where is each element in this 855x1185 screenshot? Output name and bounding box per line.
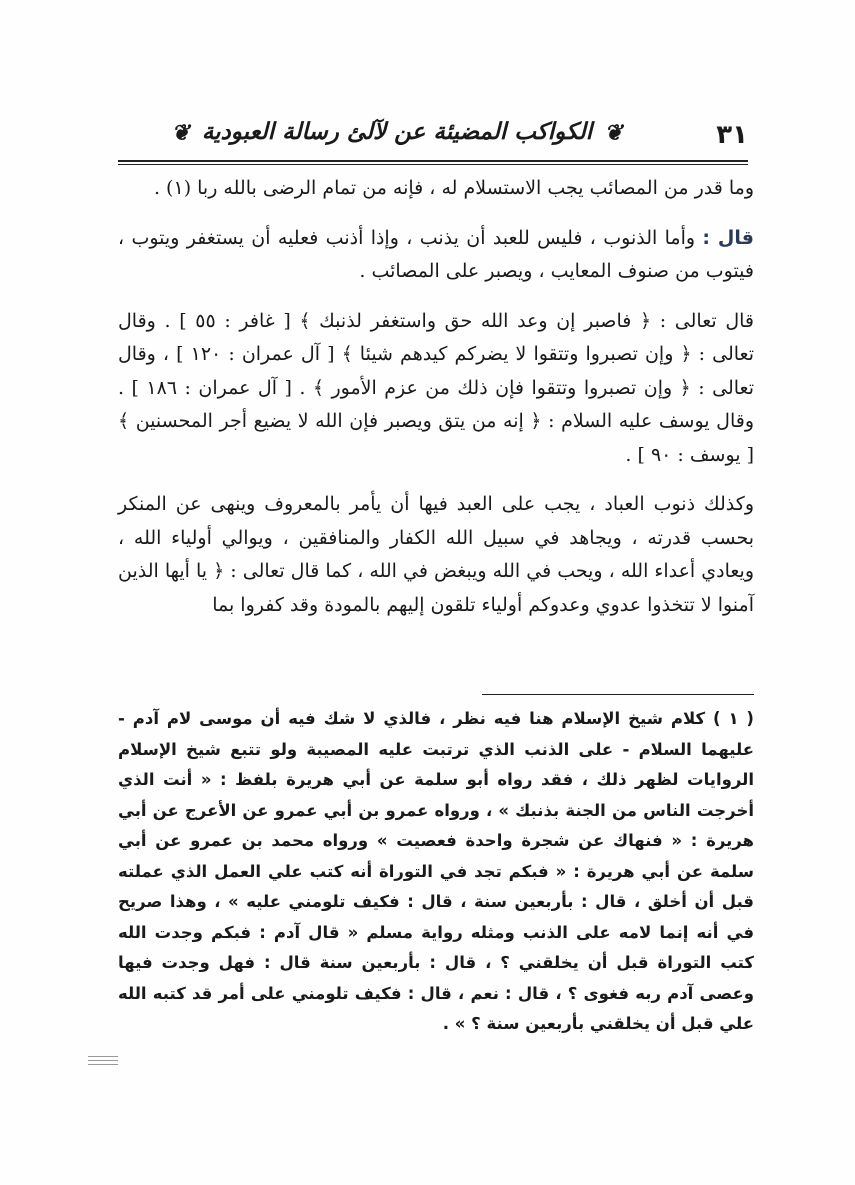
body-paragraph: قال تعالى : ﴿ فاصبر إن وعد الله حق واستغفر لذنبك ﴾ [ غافر : ٥٥ ] . وقال تعالى : ﴿ وإن تصبروا وتتقوا لا يضركم كيدهم شيئا ﴾ [ آل عمران : ١٢٠ ] ، وقال تعالى : ﴿ وإن تصبروا وتتقوا فإن ذلك من عزم الأمور ﴾ . [ آل عمران : ١٨٦ ] . وقال يوسف عليه السلام : ﴿ إنه من يتق ويصبر فإن الله لا يضيع أجر المحسنين ﴾ [ يوسف : ٩٠ ] . — [118, 309, 755, 466]
footnote: ( ١ ) كلام شيخ الإسلام هنا فيه نظر ، فالذي لا شك فيه أن موسى لام آدم - عليهما السلام - على الذنب الذي ترتبت عليه المصيبة ولو تتبع شيخ الإسلام الروايات لظهر ذلك ، فقد رواه أبو سلمة عن أبي هريرة بلفظ : « أنت الذي أخرجت الناس من الجنة بذنبك » ، ورواه عمرو بن أبي عمرو عن الأعرج عن أبي هريرة : « فنهاك عن شجرة واحدة فعصيت » ورواه محمد بن عمرو عن أبي سلمة عن أبي هريرة : « فبكم تجد في التوراة أنه كتب علي العمل الذي عملته قبل أن أخلق ، قال : بأربعين سنة ، قال : فكيف تلومني عليه » ، وهذا صريح في أنه إنما لامه على الذنب ومثله رواية مسلم « قال آدم : فبكم وجدت الله كتب التوراة قبل أن يخلقني ؟ ، قال : بأربعين سنة قال : فهل وجدت فيها وعصى آدم ربه فغوى ؟ ، قال : نعم ، قال : فكيف تلومني على أمر قد كتبه الله علي قبل أن يخلقني بأربعين سنة ؟ » . — [118, 709, 754, 1033]
flourish-ornament-icon: ❦ — [171, 120, 190, 146]
section-label: قال : — [702, 226, 754, 249]
header-rule — [118, 160, 748, 162]
running-title: الكواكب المضيئة عن لآلئ رسالة العبودية — [201, 118, 593, 145]
body-paragraph-text: وأما الذنوب ، فليس للعبد أن يذنب ، وإذا أذنب فعليه أن يستغفر ويتوب ، فيتوب من صنوف المعايب ، ويصبر على المصائب . — [118, 226, 754, 282]
body-paragraph: وكذلك ذنوب العباد ، يجب على العبد فيها أن يأمر بالمعروف وينهى عن المنكر بحسب قدرته ، ويجاهد في سبيل الله الكفار والمنافقين ، ويوالي أولياء الله ، ويعادي أعداء الله ، ويحب في الله ويبغض في الله ، كما قال تعالى : ﴿ يا أيها الذين آمنوا لا تتخذوا عدوي وعدوكم أولياء تلقون إليهم بالمودة وقد كفروا بما — [118, 493, 754, 616]
running-title-block — [118, 118, 676, 146]
flourish-ornament-icon: ❦ — [604, 120, 623, 146]
body-paragraph: وما قدر من المصائب يجب الاستسلام له ، فإنه من تمام الرضى بالله ربا (١) . — [153, 177, 754, 199]
body-paragraph — [118, 222, 754, 289]
main-text — [118, 172, 754, 622]
page-header — [118, 112, 748, 162]
footnote-separator — [482, 694, 754, 695]
footnotes — [118, 704, 754, 1040]
scan-artifact-lines — [88, 1056, 118, 1068]
page-number: ٣١ — [716, 120, 748, 150]
